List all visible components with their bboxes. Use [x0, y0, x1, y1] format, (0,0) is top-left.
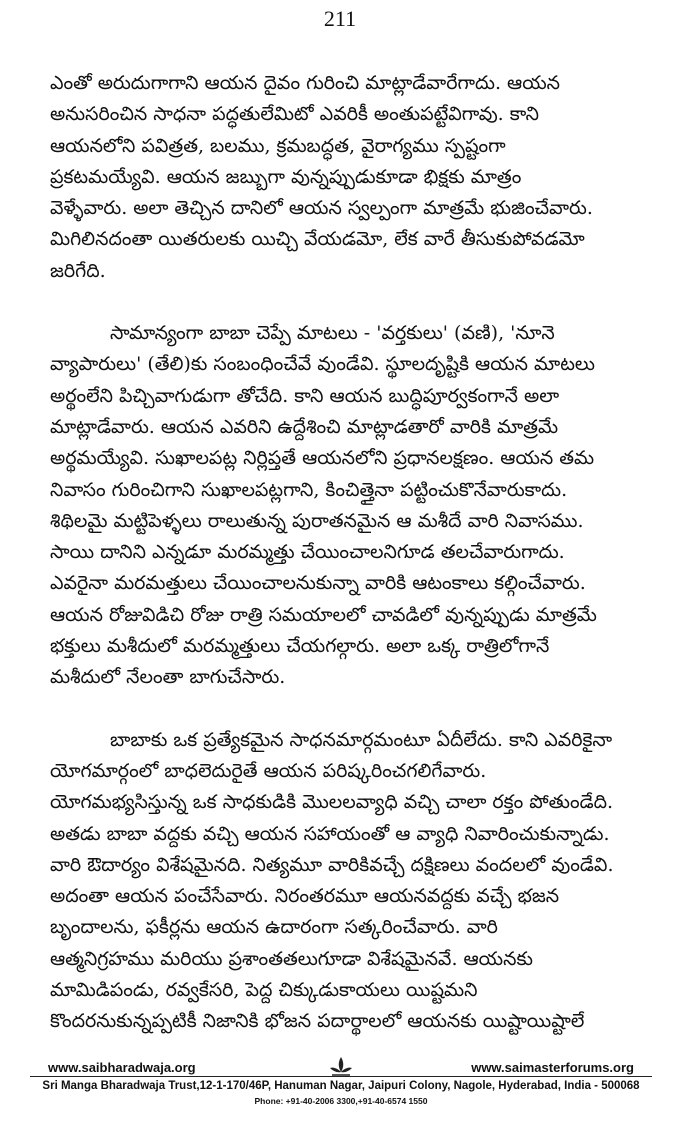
- text-line: ఆయన రోజువిడిచి రోజు రాత్రి సమయాలలో చావడిలో వున్నప్పుడు మాత్రమే: [50, 603, 597, 626]
- text-line: ప్రకటమయ్యేవి. ఆయన జబ్బుగా వున్నప్పుడుకూడా భిక్షకు మాత్రం: [50, 165, 522, 188]
- text-line: అదంతా ఆయన పంచేసేవారు. నిరంతరమూ ఆయనవద్దకు వచ్చే భజన: [50, 885, 560, 908]
- text-line: యోగమార్గంలో బాధలెదురైతే ఆయన పరిష్కరించగలిగేవారు.: [50, 759, 487, 782]
- text-line: బృందాలను, ఫకీర్లను ఆయన ఉదారంగా సత్కరించేవారు. వారి: [50, 916, 498, 939]
- body-text: [50, 68, 642, 1038]
- text-line: యోగమభ్యసిస్తున్న ఒక సాధకుడికి మొలలవ్యాధి వచ్చి చాలా రక్తం పోతుండేది.: [50, 791, 614, 814]
- text-line: కొందరనుకున్నప్పటికీ నిజానికి భోజన పదార్థాలలో ఆయనకు యిష్టాయిష్టాలే: [50, 1010, 585, 1033]
- footer-divider: [30, 1076, 652, 1077]
- text-line: జరిగేది.: [50, 259, 106, 282]
- paragraph: [50, 68, 642, 287]
- text-line: అనుసరించిన సాధనా పద్ధతులేమిటో ఎవరికీ అంతుపట్టేవిగావు. కాని: [50, 103, 539, 126]
- text-line: మిగిలినదంతా యితరులకు యిచ్చి వేయడమో, లేక వారే తీసుకుపోవడమో: [50, 228, 585, 251]
- lotus-emblem-icon: [328, 1056, 354, 1078]
- paragraph: [50, 318, 642, 694]
- text-line: వ్యాపారులు' (తేలి)కు సంబంధించేవే వుండేవి. స్థూలదృష్టికి ఆయన మాటలు: [50, 353, 595, 376]
- page-number: 211: [323, 6, 357, 31]
- text-line: వారి ఔదార్యం విశేషమైనది. నిత్యమూ వారికివచ్చే దక్షిణలు వందలలో వుండేవి.: [50, 853, 614, 876]
- text-line: నివాసం గురించిగాని సుఖాలపట్లగాని, కించిత్తైనా పట్టించుకొనేవారుకాదు.: [50, 478, 568, 501]
- footer-website-right[interactable]: www.saimasterforums.org: [471, 1060, 634, 1075]
- text-line: మామిడిపండు, రవ్వకేసరి, పెద్ద చిక్కుడుకాయలు యిష్టమని: [50, 979, 478, 1002]
- text-line: ఎంతో అరుదుగాగాని ఆయన దైవం గురించి మాట్లాడేవారేగాదు. ఆయన: [50, 72, 560, 94]
- footer-phone: Phone: +91-40-2006 3300,+91-40-6574 1550: [254, 1096, 428, 1106]
- text-line: మశీదులో నేలంతా బాగుచేసారు.: [50, 666, 286, 689]
- footer-website-left[interactable]: www.saibharadwaja.org: [48, 1060, 196, 1075]
- footer-trust-address: Sri Manga Bharadwaja Trust,12-1-170/46P, Hanuman Nagar, Jaipuri Colony, Nagole, Hyderabad, India - 500068: [42, 1080, 640, 1092]
- text-line: వెళ్ళేవారు. అలా తెచ్చిన దానిలో ఆయన స్వల్పంగా మాత్రమే భుజించేవారు.: [50, 197, 593, 220]
- text-line: మాట్లాడేవారు. ఆయన ఎవరిని ఉద్దేశించి మాట్లాడతారో వారికి మాత్రమే: [50, 415, 559, 438]
- text-line: భక్తులు మశీదులో మరమ్మత్తులు చేయగల్గారు. అలా ఒక్క రాత్రిలోగానే: [50, 635, 550, 658]
- text-line: ఆత్మనిగ్రహము మరియు ప్రశాంతతలుగూడా విశేషమైనవే. ఆయనకు: [50, 947, 533, 970]
- text-line: బాబాకు ఒక ప్రత్యేకమైన సాధనమార్గమంటూ ఏదీలేదు. కాని ఎవరికైనా: [110, 728, 613, 751]
- text-line: ఎవరైనా మరమత్తులు చేయించాలనుకున్నా వారికి ఆటంకాలు కల్గించేవారు.: [50, 572, 586, 595]
- text-line: అర్థంలేని పిచ్చివాగుడుగా తోచేది. కాని ఆయన బుద్ధిపూర్వకంగానే అలా: [50, 384, 560, 407]
- text-line: సాయి దానిని ఎన్నడూ మరమ్మత్తు చేయించాలనిగూడ తలచేవారుగాదు.: [50, 541, 565, 564]
- text-line: అర్థమయ్యేవి. సుఖాలపట్ల నిర్లిప్తతే ఆయనలోని ప్రధానలక్షణం. ఆయన తమ: [50, 447, 595, 470]
- text-line: ఆయనలోని పవిత్రత, బలము, క్రమబద్ధత, వైరాగ్యము స్పష్టంగా: [50, 134, 506, 157]
- paragraph: [50, 725, 642, 1038]
- text-line: సామాన్యంగా బాబా చెప్పే మాటలు - 'వర్తకులు' (వణి), 'నూనె: [110, 322, 555, 345]
- text-line: శిథిలమై మట్టిపెళ్ళలు రాలుతున్న పురాతనమైన ఆ మశీదే వారి నివాసము.: [50, 509, 584, 532]
- text-line: అతడు బాబా వద్దకు వచ్చి ఆయన సహాయంతో ఆ వ్యాధి నివారించుకున్నాడు.: [50, 822, 610, 845]
